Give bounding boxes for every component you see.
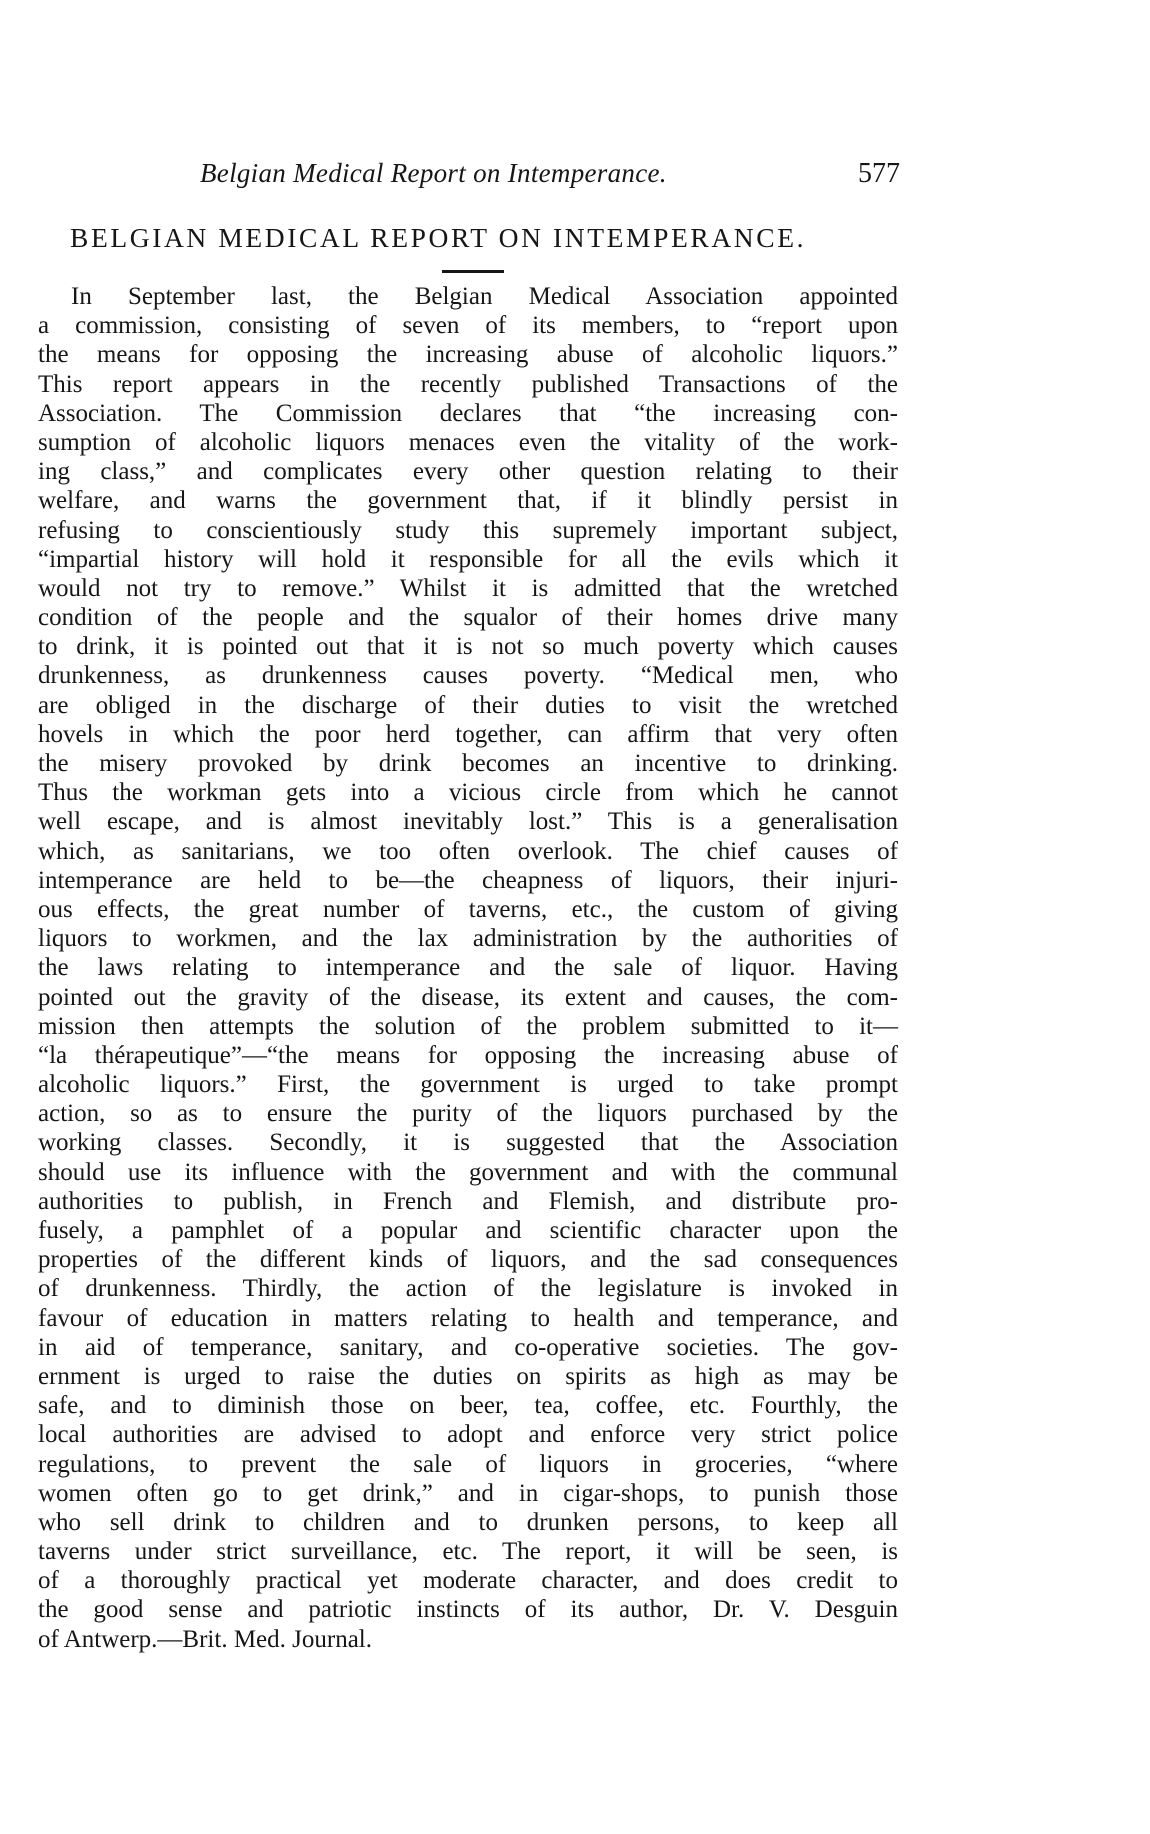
body-line: safe, and to diminish those on beer, tea, coffee, etc. Fourthly, the [38, 1392, 898, 1420]
body-line: well escape, and is almost inevitably lost.” This is a generalisation [38, 808, 898, 836]
body-line: should use its influence with the government and with the communal [38, 1158, 898, 1186]
body-line: favour of education in matters relating to health and temperance, and [38, 1304, 898, 1332]
body-line: pointed out the gravity of the disease, its extent and causes, the com- [38, 983, 898, 1011]
body-line: “la thérapeutique”—“the means for opposing the increasing abuse of [38, 1041, 898, 1069]
body-line: regulations, to prevent the sale of liquors in groceries, “where [38, 1450, 898, 1478]
body-line: mission then attempts the solution of the problem submitted to it— [38, 1012, 898, 1040]
body-line: Association. The Commission declares that “the increasing con- [38, 399, 898, 427]
body-line: local authorities are advised to adopt and enforce very strict police [38, 1421, 898, 1449]
body-line: sumption of alcoholic liquors menaces even the vitality of the work- [38, 428, 898, 456]
body-line: Thus the workman gets into a vicious circle from which he cannot [38, 779, 898, 807]
body-line: would not try to remove.” Whilst it is admitted that the wretched [38, 574, 898, 602]
body-line: This report appears in the recently published Transactions of the [38, 370, 898, 398]
body-line: welfare, and warns the government that, if it blindly persist in [38, 487, 898, 515]
body-line: hovels in which the poor herd together, can affirm that very often [38, 720, 898, 748]
body-line: of Antwerp.—Brit. Med. Journal. [38, 1625, 372, 1653]
body-line: are obliged in the discharge of their duties to visit the wretched [38, 691, 898, 719]
title-rule [442, 270, 504, 273]
body-line: ous effects, the great number of taverns, etc., the custom of giving [38, 895, 898, 923]
body-line: intemperance are held to be—the cheapness of liquors, their injuri- [38, 866, 898, 894]
body-line: in aid of temperance, sanitary, and co-operative societies. The gov- [38, 1333, 898, 1361]
body-line: alcoholic liquors.” First, the government is urged to take prompt [38, 1071, 898, 1099]
running-title: Belgian Medical Report on Intemperance. [200, 158, 667, 188]
body-line: condition of the people and the squalor of their homes drive many [38, 604, 898, 632]
body-line: the good sense and patriotic instincts of its author, Dr. V. Desguin [38, 1596, 898, 1624]
body-line: of a thoroughly practical yet moderate character, and does credit to [38, 1567, 898, 1595]
body-line: to drink, it is pointed out that it is not so much poverty which causes [38, 633, 898, 661]
body-line: In September last, the Belgian Medical Association appointed [71, 283, 898, 310]
body-line: a commission, consisting of seven of its members, to “report upon [38, 312, 898, 340]
running-head [40, 158, 900, 202]
body-line: properties of the different kinds of liquors, and the sad consequences [38, 1246, 898, 1274]
body-line: ing class,” and complicates every other question relating to their [38, 458, 898, 486]
body-line: ernment is urged to raise the duties on spirits as high as may be [38, 1362, 898, 1390]
body-line: refusing to conscientiously study this supremely important subject, [38, 516, 898, 544]
body-line: authorities to publish, in French and Flemish, and distribute pro- [38, 1187, 898, 1215]
body-line: of drunkenness. Thirdly, the action of the legislature is invoked in [38, 1275, 898, 1303]
article-body [38, 282, 898, 1654]
body-line: fusely, a pamphlet of a popular and scientific character upon the [38, 1217, 898, 1244]
body-line: the misery provoked by drink becomes an incentive to drinking. [38, 750, 898, 777]
body-line: taverns under strict surveillance, etc. The report, it will be seen, is [38, 1538, 898, 1566]
body-line: the laws relating to intemperance and the sale of liquor. Having [38, 954, 898, 982]
body-line: which, as sanitarians, we too often overlook. The chief causes of [38, 837, 898, 865]
page-number: 577 [858, 158, 900, 189]
article-title: BELGIAN MEDICAL REPORT ON INTEMPERANCE. [70, 222, 807, 253]
body-line: women often go to get drink,” and in cigar-shops, to punish those [38, 1479, 898, 1507]
body-line: the means for opposing the increasing abuse of alcoholic liquors.” [38, 341, 898, 369]
body-line: working classes. Secondly, it is suggested that the Association [38, 1129, 898, 1157]
body-line: liquors to workmen, and the lax administration by the authorities of [38, 925, 898, 953]
body-line: drunkenness, as drunkenness causes poverty. “Medical men, who [38, 662, 898, 690]
body-line: who sell drink to children and to drunken persons, to keep all [38, 1508, 898, 1536]
body-line: action, so as to ensure the purity of the liquors purchased by the [38, 1100, 898, 1128]
body-line: “impartial history will hold it responsible for all the evils which it [38, 545, 898, 573]
